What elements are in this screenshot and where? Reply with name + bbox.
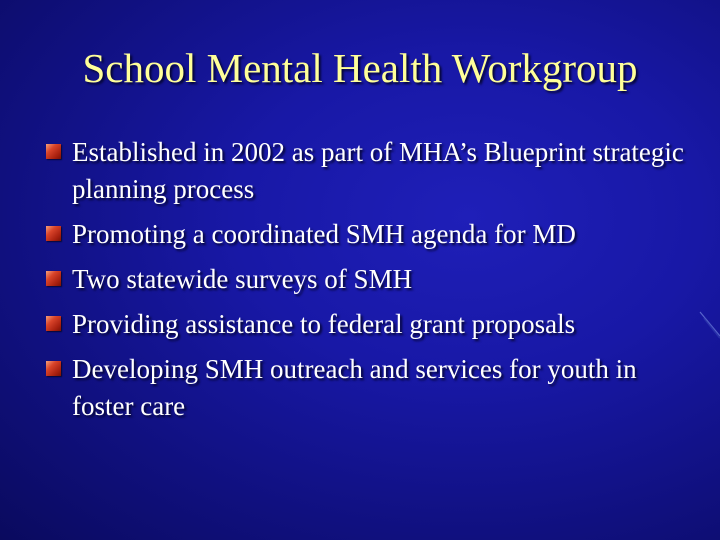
- bullet-item: [44, 351, 704, 425]
- bullet-item: [44, 261, 704, 298]
- bullet-list: [44, 134, 704, 433]
- bullet-item: [44, 134, 704, 208]
- bullet-item: [44, 216, 704, 253]
- red-square-bullet-icon: [46, 316, 61, 331]
- slide-title: School Mental Health Workgroup: [82, 45, 638, 91]
- bullet-item: [44, 306, 704, 343]
- red-square-bullet-icon: [46, 144, 61, 159]
- bullet-text: Developing SMH outreach and services for youth in foster care: [72, 354, 637, 421]
- bullet-text: Established in 2002 as part of MHA’s Blueprint strategic planning process: [72, 137, 684, 204]
- red-square-bullet-icon: [46, 226, 61, 241]
- red-square-bullet-icon: [46, 271, 61, 286]
- bullet-text: Providing assistance to federal grant proposals: [72, 309, 576, 339]
- red-square-bullet-icon: [46, 361, 61, 376]
- bullet-text: Two statewide surveys of SMH: [72, 264, 413, 294]
- bullet-text: Promoting a coordinated SMH agenda for MD: [72, 219, 576, 249]
